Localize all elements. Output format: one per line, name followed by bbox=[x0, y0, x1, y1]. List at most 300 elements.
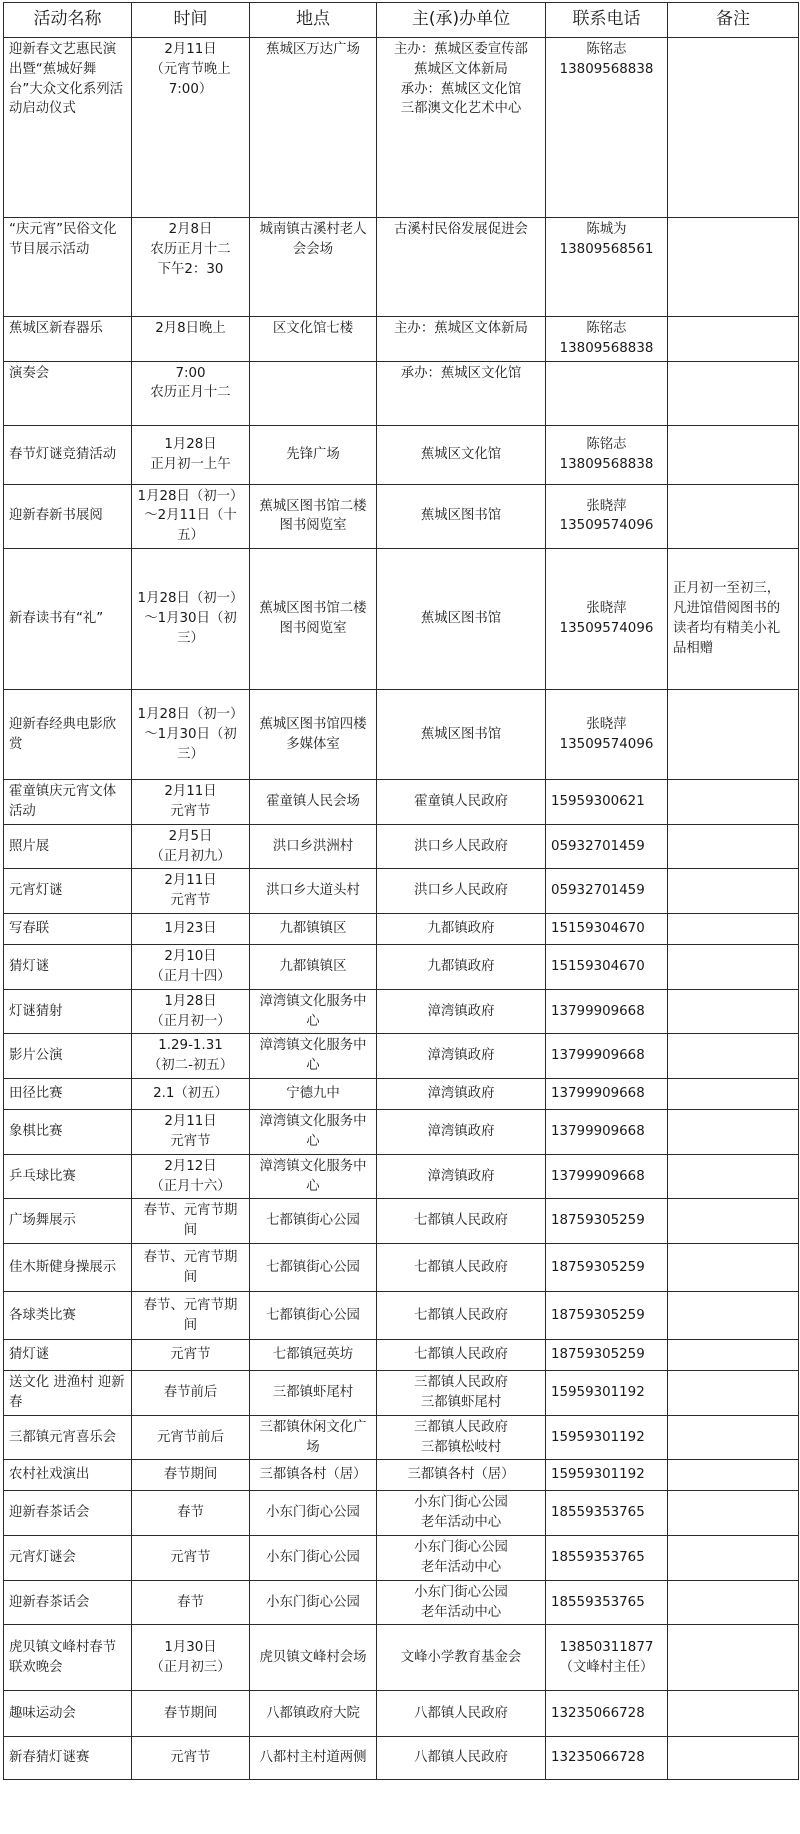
phone-cell bbox=[546, 38, 668, 218]
organizer-cell-line: 三都镇虾尾村 bbox=[420, 1394, 502, 1410]
note-cell bbox=[668, 824, 799, 869]
time-cell-line: （正月初三） bbox=[150, 1659, 231, 1675]
table-row bbox=[4, 361, 799, 425]
time-cell-line: 正月初一上午 bbox=[150, 456, 231, 472]
table-row bbox=[4, 38, 799, 218]
time-cell bbox=[132, 484, 250, 548]
organizer-cell-line: 蕉城区图书馆 bbox=[420, 508, 502, 524]
time-cell-line: 元宵节 bbox=[170, 1347, 211, 1363]
note-cell bbox=[668, 1371, 799, 1416]
organizer-cell bbox=[377, 1371, 546, 1416]
note-cell bbox=[668, 780, 799, 825]
phone-cell-line: 18759305259 bbox=[551, 1213, 645, 1229]
phone-cell bbox=[546, 1244, 668, 1292]
activity-name-cell: 新春猜灯谜赛 bbox=[4, 1737, 132, 1780]
note-cell bbox=[668, 484, 799, 548]
activity-name-cell: “庆元宵”民俗文化节目展示活动 bbox=[4, 218, 132, 317]
header-organizer: 主(承)办单位 bbox=[377, 3, 546, 38]
time-cell bbox=[132, 824, 250, 869]
time-cell-line: 2月11日 bbox=[164, 873, 217, 889]
time-cell bbox=[132, 914, 250, 945]
time-cell bbox=[132, 218, 250, 317]
activity-name-cell: 虎贝镇文峰村春节联欢晚会 bbox=[4, 1625, 132, 1691]
location-cell: 三都镇虾尾村 bbox=[250, 1371, 377, 1416]
note-cell bbox=[668, 425, 799, 484]
activity-name-cell: 迎新春经典电影欣赏 bbox=[4, 690, 132, 780]
time-cell bbox=[132, 1625, 250, 1691]
organizer-cell bbox=[377, 690, 546, 780]
table-row bbox=[4, 484, 799, 548]
organizer-cell-line: 老年活动中心 bbox=[420, 1515, 502, 1531]
activity-name-cell: 演奏会 bbox=[4, 361, 132, 425]
organizer-cell bbox=[377, 218, 546, 317]
phone-cell bbox=[546, 1079, 668, 1110]
organizer-cell bbox=[377, 1110, 546, 1155]
organizer-cell-line: 主办：蕉城区文体新局 bbox=[394, 321, 528, 336]
note-cell bbox=[668, 1199, 799, 1244]
header-time: 时间 bbox=[132, 3, 250, 38]
activity-name-cell: 猜灯谜 bbox=[4, 945, 132, 990]
activity-table bbox=[3, 2, 799, 1780]
organizer-cell-line: 三都镇人民政府 bbox=[414, 1375, 508, 1391]
time-cell bbox=[132, 317, 250, 362]
phone-cell bbox=[546, 361, 668, 425]
organizer-cell-line: 小东门街心公园 bbox=[414, 1495, 508, 1511]
phone-cell-line: 张晓萍 bbox=[586, 716, 627, 732]
time-cell-line: 1月30日 bbox=[164, 1640, 217, 1655]
table-header-row bbox=[4, 3, 799, 38]
activity-name-cell: 迎新春茶话会 bbox=[4, 1580, 132, 1625]
phone-cell bbox=[546, 1580, 668, 1625]
time-cell bbox=[132, 1371, 250, 1416]
table-row bbox=[4, 549, 799, 690]
phone-cell bbox=[546, 425, 668, 484]
organizer-cell bbox=[377, 1460, 546, 1491]
table-row bbox=[4, 914, 799, 945]
phone-cell-line: 15159304670 bbox=[551, 921, 645, 937]
phone-cell-line: 15959301192 bbox=[551, 1467, 645, 1483]
note-cell bbox=[668, 914, 799, 945]
phone-cell bbox=[546, 218, 668, 317]
location-cell: 宁德九中 bbox=[250, 1079, 377, 1110]
organizer-cell-line: 漳湾镇政府 bbox=[427, 1048, 495, 1064]
organizer-cell bbox=[377, 1536, 546, 1581]
organizer-cell bbox=[377, 1737, 546, 1780]
time-cell bbox=[132, 1244, 250, 1292]
location-cell: 七都镇冠英坊 bbox=[250, 1340, 377, 1371]
location-cell: 蕉城区图书馆四楼多媒体室 bbox=[250, 690, 377, 780]
time-cell-line: 1月28日（初一）～1月30日（初三） bbox=[137, 591, 244, 647]
table-row bbox=[4, 690, 799, 780]
note-cell bbox=[668, 361, 799, 425]
organizer-cell-line: 九都镇政府 bbox=[427, 959, 495, 975]
phone-cell bbox=[546, 1154, 668, 1199]
phone-cell bbox=[546, 824, 668, 869]
organizer-cell-line: 三都澳文化艺术中心 bbox=[400, 101, 522, 117]
time-cell-line: （元宵节晚上 bbox=[150, 61, 231, 77]
time-cell-line: 2月8日 bbox=[168, 222, 213, 237]
organizer-cell bbox=[377, 914, 546, 945]
phone-cell-line: 18559353765 bbox=[551, 1505, 645, 1521]
activity-name-cell: 送文化 进渔村 迎新春 bbox=[4, 1371, 132, 1416]
organizer-cell-line: 蕉城区图书馆 bbox=[420, 726, 502, 742]
time-cell bbox=[132, 425, 250, 484]
phone-cell-line: 13509574096 bbox=[559, 621, 654, 637]
organizer-cell-line: 承办：蕉城区文化馆 bbox=[400, 81, 522, 97]
note-cell bbox=[668, 1625, 799, 1691]
time-cell-line: （正月初一） bbox=[150, 1013, 231, 1029]
phone-cell bbox=[546, 1691, 668, 1737]
note-cell bbox=[668, 1154, 799, 1199]
activity-name-cell: 猜灯谜 bbox=[4, 1340, 132, 1371]
table-row bbox=[4, 1491, 799, 1536]
activity-name-cell: 迎新春茶话会 bbox=[4, 1491, 132, 1536]
organizer-cell bbox=[377, 1292, 546, 1340]
organizer-cell-line: 漳湾镇政府 bbox=[427, 1168, 495, 1184]
organizer-cell bbox=[377, 1625, 546, 1691]
organizer-cell-line: 文峰小学教育基金会 bbox=[400, 1649, 522, 1665]
phone-cell bbox=[546, 1371, 668, 1416]
time-cell bbox=[132, 1460, 250, 1491]
time-cell-line: 春节、元宵节期间 bbox=[143, 1297, 238, 1333]
activity-name-cell: 迎新春文艺惠民演出暨“蕉城好舞台”大众文化系列活动启动仪式 bbox=[4, 38, 132, 218]
location-cell: 蕉城区图书馆二楼图书阅览室 bbox=[250, 549, 377, 690]
phone-cell-line: 15959300621 bbox=[551, 794, 645, 810]
time-cell bbox=[132, 945, 250, 990]
time-cell-line: 7:00） bbox=[168, 81, 213, 97]
time-cell bbox=[132, 1536, 250, 1581]
table-row bbox=[4, 1244, 799, 1292]
time-cell-line: 春节 bbox=[177, 1594, 204, 1610]
time-cell-line: 2月11日 bbox=[164, 784, 217, 800]
table-row bbox=[4, 218, 799, 317]
organizer-cell-line: 三都镇人民政府 bbox=[414, 1419, 508, 1435]
time-cell-line: （正月十六） bbox=[150, 1178, 231, 1194]
phone-cell-line: 18759305259 bbox=[551, 1347, 645, 1363]
organizer-cell bbox=[377, 1491, 546, 1536]
organizer-cell-line: 蕉城区文体新局 bbox=[414, 61, 508, 77]
table-row bbox=[4, 1536, 799, 1581]
organizer-cell-line: 老年活动中心 bbox=[420, 1559, 502, 1575]
table-row bbox=[4, 1292, 799, 1340]
note-cell bbox=[668, 1244, 799, 1292]
organizer-cell-line: 漳湾镇政府 bbox=[427, 1123, 495, 1139]
note-cell bbox=[668, 1415, 799, 1460]
table-row bbox=[4, 1110, 799, 1155]
time-cell-line: 1月28日 bbox=[164, 993, 217, 1009]
time-cell-line: 元宵节 bbox=[170, 1133, 211, 1149]
phone-cell-line: 13235066728 bbox=[551, 1705, 645, 1721]
location-cell: 区文化馆七楼 bbox=[250, 317, 377, 362]
time-cell-line: 2月11日 bbox=[164, 1114, 217, 1130]
time-cell-line: 农历正月十二 bbox=[150, 385, 231, 401]
location-cell: 蕉城区万达广场 bbox=[250, 38, 377, 218]
note-cell bbox=[668, 1580, 799, 1625]
table-row bbox=[4, 1625, 799, 1691]
time-cell-line: 1月28日（初一）～2月11日（十五） bbox=[137, 488, 244, 544]
phone-cell-line: 18759305259 bbox=[551, 1307, 645, 1323]
time-cell-line: 7:00 bbox=[175, 365, 206, 381]
activity-name-cell: 写春联 bbox=[4, 914, 132, 945]
phone-cell-line: 13799909668 bbox=[551, 1003, 645, 1019]
activity-name-cell: 灯谜猜射 bbox=[4, 989, 132, 1034]
phone-cell-line: 13799909668 bbox=[551, 1123, 645, 1139]
organizer-cell bbox=[377, 869, 546, 914]
time-cell-line: 元宵节 bbox=[170, 803, 211, 819]
organizer-cell bbox=[377, 1079, 546, 1110]
phone-cell-line: 18759305259 bbox=[551, 1259, 645, 1275]
phone-cell bbox=[546, 1340, 668, 1371]
table-row bbox=[4, 1691, 799, 1737]
activity-name-cell: 佳木斯健身操展示 bbox=[4, 1244, 132, 1292]
phone-cell bbox=[546, 484, 668, 548]
organizer-cell-line: 七都镇人民政府 bbox=[414, 1347, 508, 1363]
phone-cell bbox=[546, 1737, 668, 1780]
organizer-cell-line: 蕉城区文化馆 bbox=[420, 446, 502, 462]
phone-cell-line: 18559353765 bbox=[551, 1549, 645, 1565]
organizer-cell bbox=[377, 1244, 546, 1292]
time-cell bbox=[132, 361, 250, 425]
time-cell-line: 2月12日 bbox=[164, 1158, 217, 1174]
phone-cell-line: 13799909668 bbox=[551, 1086, 645, 1102]
phone-cell bbox=[546, 1292, 668, 1340]
time-cell-line: 农历正月十二 bbox=[150, 241, 231, 257]
phone-cell bbox=[546, 690, 668, 780]
phone-cell bbox=[546, 945, 668, 990]
phone-cell-line: 13850311877 bbox=[559, 1640, 654, 1655]
activity-name-cell: 三都镇元宵喜乐会 bbox=[4, 1415, 132, 1460]
table-row bbox=[4, 1340, 799, 1371]
organizer-cell bbox=[377, 361, 546, 425]
table-row bbox=[4, 1460, 799, 1491]
phone-cell-line: 13809568561 bbox=[559, 241, 654, 257]
phone-cell-line: 05932701459 bbox=[551, 838, 645, 854]
time-cell bbox=[132, 1691, 250, 1737]
header-note: 备注 bbox=[668, 3, 799, 38]
phone-cell-line: 13799909668 bbox=[551, 1048, 645, 1064]
phone-cell bbox=[546, 780, 668, 825]
activity-name-cell: 蕉城区新春器乐 bbox=[4, 317, 132, 362]
time-cell bbox=[132, 989, 250, 1034]
table-row bbox=[4, 425, 799, 484]
time-cell-line: 1.29-1.31 bbox=[158, 1038, 223, 1054]
table-row bbox=[4, 1737, 799, 1780]
organizer-cell bbox=[377, 1340, 546, 1371]
phone-cell-line: 13799909668 bbox=[551, 1168, 645, 1184]
activity-name-cell: 农村社戏演出 bbox=[4, 1460, 132, 1491]
location-cell: 九都镇镇区 bbox=[250, 945, 377, 990]
location-cell: 漳湾镇文化服务中心 bbox=[250, 1110, 377, 1155]
phone-cell-line: 05932701459 bbox=[551, 883, 645, 899]
time-cell-line: 1月28日 bbox=[164, 436, 217, 452]
time-cell-line: 2月10日 bbox=[164, 949, 217, 965]
organizer-cell-line: 霍童镇人民政府 bbox=[414, 794, 508, 810]
organizer-cell-line: 漳湾镇政府 bbox=[427, 1086, 495, 1102]
organizer-cell bbox=[377, 1034, 546, 1079]
phone-cell-line: 陈铭志 bbox=[586, 42, 627, 57]
organizer-cell-line: 小东门街心公园 bbox=[414, 1540, 508, 1556]
location-cell: 洪口乡大道头村 bbox=[250, 869, 377, 914]
time-cell bbox=[132, 1110, 250, 1155]
time-cell-line: 2.1（初五） bbox=[153, 1086, 228, 1102]
phone-cell bbox=[546, 869, 668, 914]
organizer-cell-line: 洪口乡人民政府 bbox=[414, 883, 508, 899]
activity-name-cell: 趣味运动会 bbox=[4, 1691, 132, 1737]
phone-cell bbox=[546, 1460, 668, 1491]
time-cell-line: 元宵节前后 bbox=[157, 1429, 224, 1445]
activity-name-cell: 新春读书有“礼” bbox=[4, 549, 132, 690]
table-row bbox=[4, 1154, 799, 1199]
organizer-cell-line: 八都镇人民政府 bbox=[414, 1750, 508, 1766]
time-cell bbox=[132, 1415, 250, 1460]
phone-cell-line: 陈铭志 bbox=[586, 321, 627, 336]
table-row bbox=[4, 1199, 799, 1244]
note-cell bbox=[668, 945, 799, 990]
activity-name-cell: 广场舞展示 bbox=[4, 1199, 132, 1244]
activity-name-cell: 田径比赛 bbox=[4, 1079, 132, 1110]
note-cell bbox=[668, 1691, 799, 1737]
organizer-cell bbox=[377, 484, 546, 548]
time-cell-line: 春节前后 bbox=[163, 1384, 218, 1400]
time-cell bbox=[132, 869, 250, 914]
location-cell: 七都镇街心公园 bbox=[250, 1292, 377, 1340]
location-cell: 蕉城区图书馆二楼图书阅览室 bbox=[250, 484, 377, 548]
organizer-cell bbox=[377, 1154, 546, 1199]
table-row bbox=[4, 989, 799, 1034]
organizer-cell-line: 三都镇各村（居） bbox=[407, 1467, 515, 1483]
phone-cell-line: 13509574096 bbox=[559, 736, 654, 752]
phone-cell bbox=[546, 1199, 668, 1244]
phone-cell-line: 15159304670 bbox=[551, 959, 645, 975]
table-row bbox=[4, 1371, 799, 1416]
phone-cell-line: 13235066728 bbox=[551, 1750, 645, 1766]
organizer-cell bbox=[377, 549, 546, 690]
note-cell bbox=[668, 1737, 799, 1780]
location-cell: 七都镇街心公园 bbox=[250, 1199, 377, 1244]
organizer-cell-line: 洪口乡人民政府 bbox=[414, 838, 508, 854]
location-cell: 八都镇政府大院 bbox=[250, 1691, 377, 1737]
phone-cell-line: 张晓萍 bbox=[586, 498, 627, 514]
time-cell bbox=[132, 1079, 250, 1110]
time-cell-line: 元宵节 bbox=[170, 1750, 211, 1766]
time-cell bbox=[132, 1737, 250, 1780]
phone-cell bbox=[546, 989, 668, 1034]
organizer-cell bbox=[377, 945, 546, 990]
note-cell bbox=[668, 1536, 799, 1581]
time-cell-line: 春节期间 bbox=[163, 1705, 218, 1721]
time-cell-line: （正月十四） bbox=[150, 968, 231, 984]
time-cell-line: 2月5日 bbox=[168, 828, 213, 844]
table-row bbox=[4, 1580, 799, 1625]
organizer-cell-line: 八都镇人民政府 bbox=[414, 1705, 508, 1721]
organizer-cell bbox=[377, 780, 546, 825]
time-cell bbox=[132, 1340, 250, 1371]
note-cell bbox=[668, 1460, 799, 1491]
organizer-cell-line: 主办：蕉城区委宣传部 bbox=[394, 42, 528, 57]
organizer-cell-line: 三都镇松岐村 bbox=[420, 1439, 502, 1455]
location-cell: 虎贝镇文峰村会场 bbox=[250, 1625, 377, 1691]
table-row bbox=[4, 317, 799, 362]
location-cell: 漳湾镇文化服务中心 bbox=[250, 1034, 377, 1079]
table-body bbox=[4, 38, 799, 1780]
table-row bbox=[4, 869, 799, 914]
note-cell bbox=[668, 1110, 799, 1155]
header-location: 地点 bbox=[250, 3, 377, 38]
activity-name-cell: 霍童镇庆元宵文体活动 bbox=[4, 780, 132, 825]
phone-cell bbox=[546, 1491, 668, 1536]
time-cell-line: 2月11日 bbox=[164, 42, 217, 57]
location-cell: 三都镇休闲文化广场 bbox=[250, 1415, 377, 1460]
activity-name-cell: 象棋比赛 bbox=[4, 1110, 132, 1155]
time-cell bbox=[132, 1199, 250, 1244]
note-cell bbox=[668, 989, 799, 1034]
organizer-cell bbox=[377, 1580, 546, 1625]
organizer-cell-line: 小东门街心公园 bbox=[414, 1584, 508, 1600]
phone-cell-line: 15959301192 bbox=[551, 1429, 645, 1445]
phone-cell-line: 13809568838 bbox=[559, 456, 654, 472]
activity-name-cell: 影片公演 bbox=[4, 1034, 132, 1079]
location-cell: 漳湾镇文化服务中心 bbox=[250, 1154, 377, 1199]
phone-cell bbox=[546, 1415, 668, 1460]
activity-name-cell: 迎新春新书展阅 bbox=[4, 484, 132, 548]
time-cell-line: 元宵节 bbox=[170, 893, 211, 909]
organizer-cell bbox=[377, 1415, 546, 1460]
location-cell: 九都镇镇区 bbox=[250, 914, 377, 945]
note-cell bbox=[668, 317, 799, 362]
organizer-cell-line: 漳湾镇政府 bbox=[427, 1003, 495, 1019]
time-cell bbox=[132, 1292, 250, 1340]
table-row bbox=[4, 1079, 799, 1110]
time-cell bbox=[132, 1034, 250, 1079]
organizer-cell-line: 古溪村民俗发展促进会 bbox=[394, 222, 528, 237]
activity-name-cell: 各球类比赛 bbox=[4, 1292, 132, 1340]
time-cell bbox=[132, 1491, 250, 1536]
note-cell bbox=[668, 218, 799, 317]
activity-name-cell: 元宵灯谜会 bbox=[4, 1536, 132, 1581]
note-cell: 正月初一至初三，凡进馆借阅图书的读者均有精美小礼品相赠 bbox=[668, 549, 799, 690]
note-cell bbox=[668, 1079, 799, 1110]
time-cell-line: 春节、元宵节期间 bbox=[143, 1203, 238, 1239]
time-cell-line: 元宵节 bbox=[170, 1549, 211, 1565]
phone-cell bbox=[546, 1625, 668, 1691]
organizer-cell-line: 蕉城区图书馆 bbox=[420, 611, 502, 627]
table-row bbox=[4, 1415, 799, 1460]
time-cell-line: 春节 bbox=[177, 1505, 204, 1521]
table-row bbox=[4, 824, 799, 869]
time-cell bbox=[132, 1154, 250, 1199]
phone-cell bbox=[546, 914, 668, 945]
location-cell: 漳湾镇文化服务中心 bbox=[250, 989, 377, 1034]
table-row bbox=[4, 1034, 799, 1079]
location-cell: 霍童镇人民会场 bbox=[250, 780, 377, 825]
time-cell-line: 1月23日 bbox=[164, 921, 217, 937]
time-cell-line: 春节期间 bbox=[163, 1467, 218, 1483]
time-cell-line: 2月8日晚上 bbox=[155, 321, 226, 336]
organizer-cell bbox=[377, 1691, 546, 1737]
phone-cell-line: （文峰村主任） bbox=[559, 1659, 654, 1675]
note-cell bbox=[668, 690, 799, 780]
organizer-cell-line: 七都镇人民政府 bbox=[414, 1307, 508, 1323]
phone-cell-line: 13809568838 bbox=[559, 340, 654, 356]
organizer-cell bbox=[377, 824, 546, 869]
table-row bbox=[4, 945, 799, 990]
phone-cell-line: 18559353765 bbox=[551, 1594, 645, 1610]
note-cell bbox=[668, 1491, 799, 1536]
phone-cell bbox=[546, 549, 668, 690]
activity-name-cell: 元宵灯谜 bbox=[4, 869, 132, 914]
activity-name-cell: 照片展 bbox=[4, 824, 132, 869]
location-cell: 小东门街心公园 bbox=[250, 1536, 377, 1581]
